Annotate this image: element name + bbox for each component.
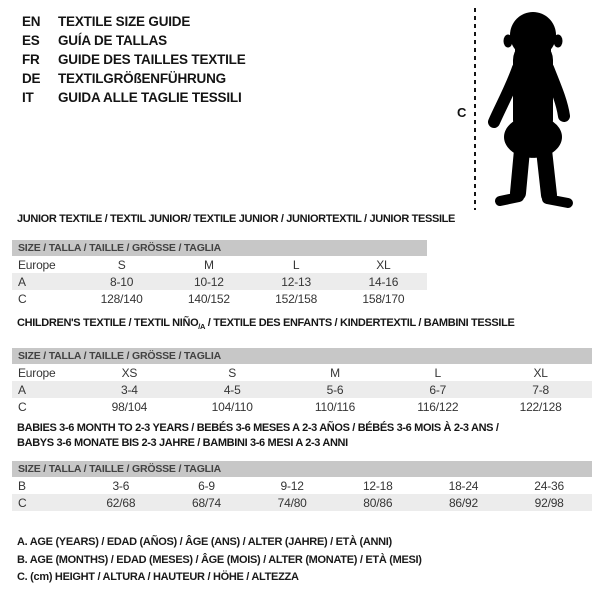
language-label: GUIDA ALLE TAGLIE TESSILI <box>58 90 242 105</box>
row-label: Europe <box>18 365 56 380</box>
language-code: ES <box>22 33 40 48</box>
size-cell: 92/98 <box>506 494 592 511</box>
row-label: C <box>12 494 78 511</box>
footnote-c: C. (cm) HEIGHT / ALTURA / HAUTEUR / HÖHE / ALTEZZA <box>17 571 299 583</box>
size-cell: 110/116 <box>314 399 356 414</box>
language-code: EN <box>22 14 41 29</box>
size-header-row <box>12 461 592 477</box>
size-cell: XL <box>533 365 548 380</box>
size-cell: 8-10 <box>78 273 165 290</box>
size-cell: XS <box>121 365 138 380</box>
language-code: IT <box>22 90 34 105</box>
size-cell: S <box>228 365 237 380</box>
size-cell: 12-18 <box>362 478 393 493</box>
row-label: B <box>18 478 26 493</box>
language-code: FR <box>22 52 40 67</box>
footnote-legend <box>17 534 422 587</box>
size-cell: 62/68 <box>78 494 164 511</box>
size-header-row <box>12 348 592 364</box>
size-header-label: SIZE / TALLA / TAILLE / GRÖSSE / TAGLIA <box>12 240 427 256</box>
size-cell: 98/104 <box>111 399 148 414</box>
size-table-junior <box>12 240 427 307</box>
size-cell: 104/110 <box>211 399 253 414</box>
size-row-a <box>12 381 592 398</box>
size-cell: 140/152 <box>187 291 230 306</box>
language-row <box>22 69 246 88</box>
size-cell: 152/158 <box>275 291 318 306</box>
size-cell: 80/86 <box>335 494 421 511</box>
size-header-row <box>12 240 427 256</box>
size-cell: 4-5 <box>181 381 284 398</box>
size-row-c <box>12 494 592 511</box>
size-cell: S <box>117 257 126 272</box>
size-cell: 12-13 <box>253 273 340 290</box>
row-label: A <box>12 381 78 398</box>
size-cell: 122/128 <box>519 399 562 414</box>
size-cell: 3-4 <box>78 381 181 398</box>
section-title <box>17 421 592 451</box>
size-cell: 68/74 <box>164 494 250 511</box>
size-row-c <box>12 398 592 415</box>
language-row <box>22 88 246 107</box>
size-cell: 24-36 <box>534 478 564 493</box>
size-row-a <box>12 273 427 290</box>
section-title-line: JUNIOR TEXTILE / TEXTIL JUNIOR/ TEXTILE JUNIOR / JUNIORTEXTIL / JUNIOR TESSILE <box>17 213 456 225</box>
section-babies <box>12 421 592 511</box>
size-cell: 158/170 <box>362 291 405 306</box>
size-cell: 9-12 <box>280 478 304 493</box>
size-cell: 86/92 <box>421 494 507 511</box>
baby-height-figure <box>450 5 598 215</box>
section-children-textile <box>12 316 592 415</box>
section-title-line: CHILDREN'S TEXTILE / TEXTIL $NIÑO_{/A}$ / TEXTILE DES ENFANTS / KINDERTEXTIL / BAMBINI TESSILE <box>17 317 515 332</box>
size-cell: 6-9 <box>198 478 215 493</box>
language-label: GUÍA DE TALLAS <box>58 33 167 48</box>
size-cell: 6-7 <box>386 381 489 398</box>
row-label: Europe <box>18 257 56 272</box>
language-label: TEXTILE SIZE GUIDE <box>58 14 191 29</box>
size-cell: 18-24 <box>448 478 479 493</box>
size-cell: 74/80 <box>249 494 335 511</box>
language-label: GUIDE DES TAILLES TEXTILE <box>58 52 246 67</box>
section-junior-textile <box>12 212 456 307</box>
size-cell: M <box>203 257 214 272</box>
size-row-europe <box>12 256 427 273</box>
size-table-babies <box>12 461 592 511</box>
language-row <box>22 31 246 50</box>
size-cell: L <box>292 257 300 272</box>
size-cell: M <box>330 365 340 380</box>
size-cell: 10-12 <box>165 273 252 290</box>
size-cell: XL <box>376 257 391 272</box>
height-marker-label: C <box>457 105 467 120</box>
footnote-b: B. AGE (MONTHS) / EDAD (MESES) / ÂGE (MOIS) / ALTER (MONATE) / ETÀ (MESI) <box>17 553 422 566</box>
size-cell: 7-8 <box>489 381 592 398</box>
section-title-line: BABIES 3-6 MONTH TO 2-3 YEARS / BEBÉS 3-6 MESES A 2-3 AÑOS / BÉBÉS 3-6 MOIS À 2-3 ANS / <box>17 422 499 434</box>
height-dashed-line <box>474 8 476 210</box>
footnote-a: A. AGE (YEARS) / EDAD (AÑOS) / ÂGE (ANS) / ALTER (JAHRE) / ETÀ (ANNI) <box>17 536 392 548</box>
size-cell: 5-6 <box>284 381 387 398</box>
row-label: A <box>12 273 78 290</box>
section-title-line: BABYS 3-6 MONATE BIS 2-3 JAHRE / BAMBINI 3-6 MESI A 2-3 ANNI <box>17 437 348 449</box>
size-row-b <box>12 477 592 494</box>
size-cell: L <box>434 365 442 380</box>
row-label: C <box>18 291 27 306</box>
section-title <box>17 212 456 227</box>
size-row-europe <box>12 364 592 381</box>
size-header-label: SIZE / TALLA / TAILLE / GRÖSSE / TAGLIA <box>12 348 592 364</box>
size-cell: 116/122 <box>417 399 459 414</box>
size-cell: 128/140 <box>100 291 143 306</box>
size-header-label: SIZE / TALLA / TAILLE / GRÖSSE / TAGLIA <box>12 461 592 477</box>
language-row <box>22 50 246 69</box>
row-label: C <box>18 399 27 414</box>
size-cell: 14-16 <box>340 273 427 290</box>
language-row <box>22 12 246 31</box>
language-label: TEXTILGRÖßENFÜHRUNG <box>58 71 226 86</box>
size-cell: 3-6 <box>112 478 130 493</box>
baby-silhouette-icon <box>483 8 583 210</box>
language-code: DE <box>22 71 41 86</box>
size-row-c <box>12 290 427 307</box>
language-list <box>22 12 246 107</box>
size-table-children <box>12 348 592 415</box>
section-title <box>17 316 592 334</box>
